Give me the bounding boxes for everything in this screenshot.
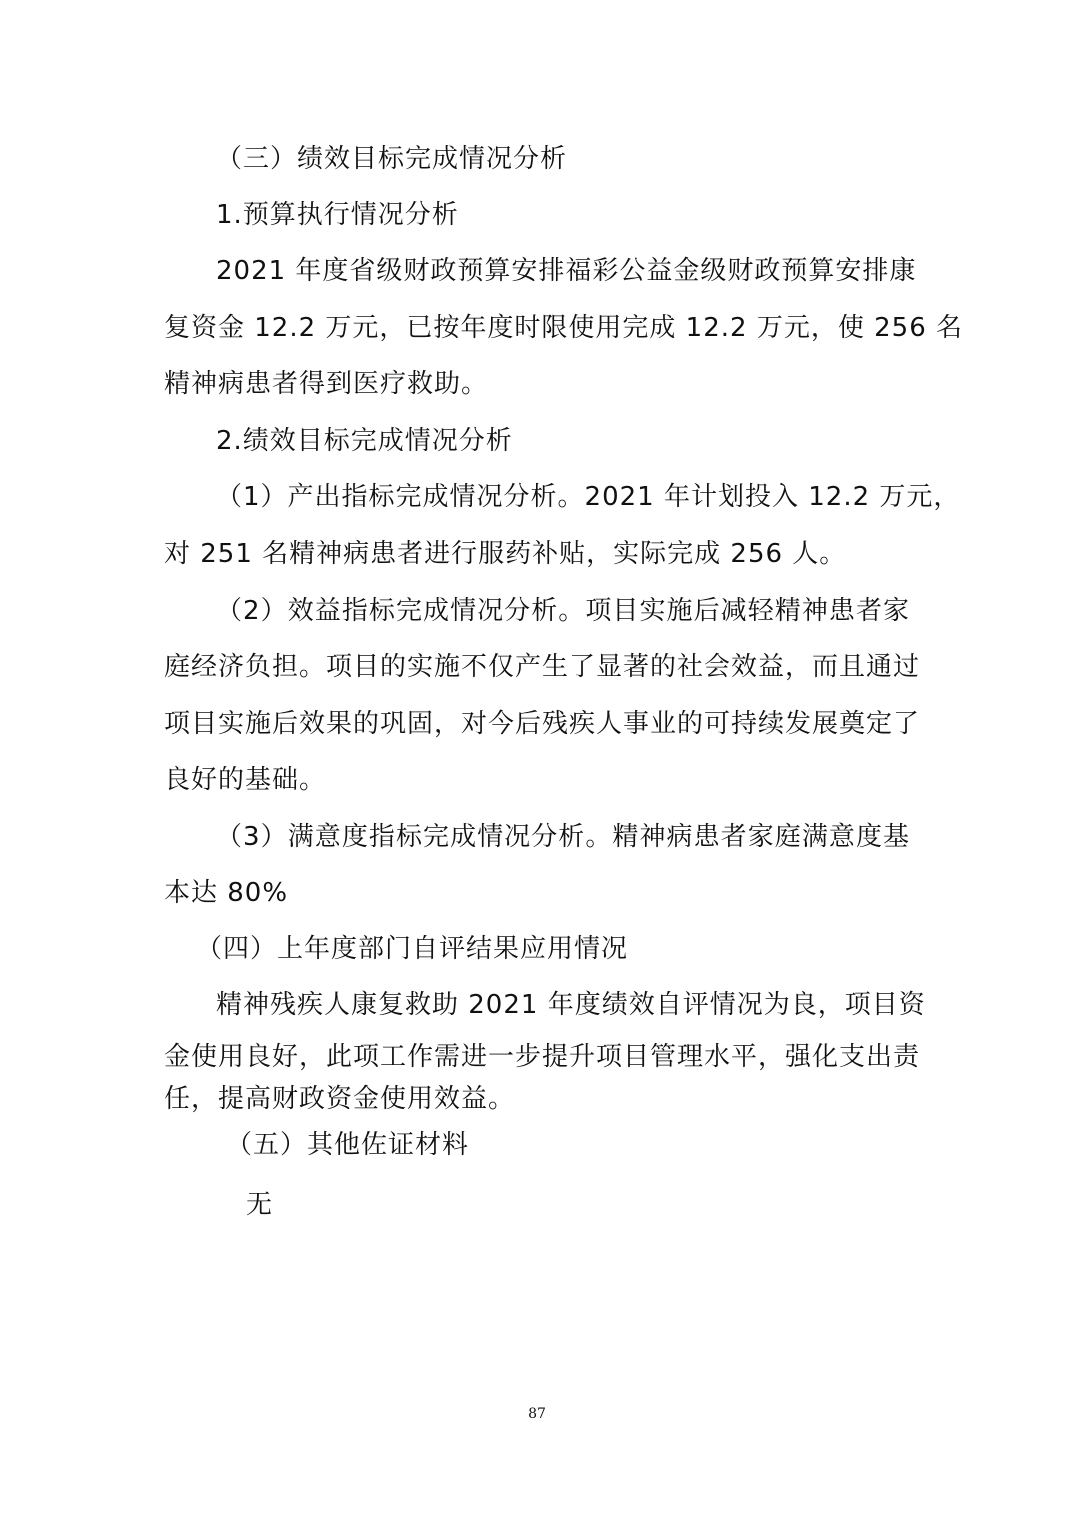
paragraph-1-line-2: 复资金 12.2 万元，已按年度时限使用完成 12.2 万元，使 256 名: [164, 313, 963, 343]
section-heading-5: （五）其他佐证材料: [226, 1130, 470, 1160]
paragraph-4-line-2: 本达 80%: [164, 878, 289, 908]
page-number: 87: [528, 1406, 546, 1422]
subheading-budget-execution: 1.预算执行情况分析: [216, 200, 459, 230]
paragraph-3-line-1: （2）效益指标完成情况分析。项目实施后减轻精神患者家: [216, 596, 910, 626]
paragraph-4-line-1: （3）满意度指标完成情况分析。精神病患者家庭满意度基: [216, 822, 910, 852]
paragraph-1-line-1: 2021 年度省级财政预算安排福彩公益金级财政预算安排康: [216, 256, 917, 286]
subheading-performance-goals: 2.绩效目标完成情况分析: [216, 426, 513, 456]
section-heading-4: （四）上年度部门自评结果应用情况: [196, 934, 629, 964]
paragraph-6: 无: [246, 1190, 274, 1220]
paragraph-1-line-3: 精神病患者得到医疗救助。: [164, 369, 489, 399]
paragraph-2-line-2: 对 251 名精神病患者进行服药补贴，实际完成 256 人。: [164, 539, 847, 569]
paragraph-2-line-1: （1）产出指标完成情况分析。2021 年计划投入 12.2 万元，: [216, 482, 961, 512]
paragraph-3-line-2: 庭经济负担。项目的实施不仅产生了显著的社会效益，而且通过: [164, 652, 921, 682]
paragraph-3-line-4: 良好的基础。: [164, 765, 327, 795]
paragraph-3-line-3: 项目实施后效果的巩固，对今后残疾人事业的可持续发展奠定了: [164, 709, 921, 739]
paragraph-5-line-1: 精神残疾人康复救助 2021 年度绩效自评情况为良，项目资: [216, 990, 926, 1020]
paragraph-5-line-2: 金使用良好，此项工作需进一步提升项目管理水平，强化支出责: [164, 1042, 921, 1072]
section-heading-3: （三）绩效目标完成情况分析: [216, 144, 568, 174]
paragraph-5-line-3: 任，提高财政资金使用效益。: [164, 1084, 516, 1114]
